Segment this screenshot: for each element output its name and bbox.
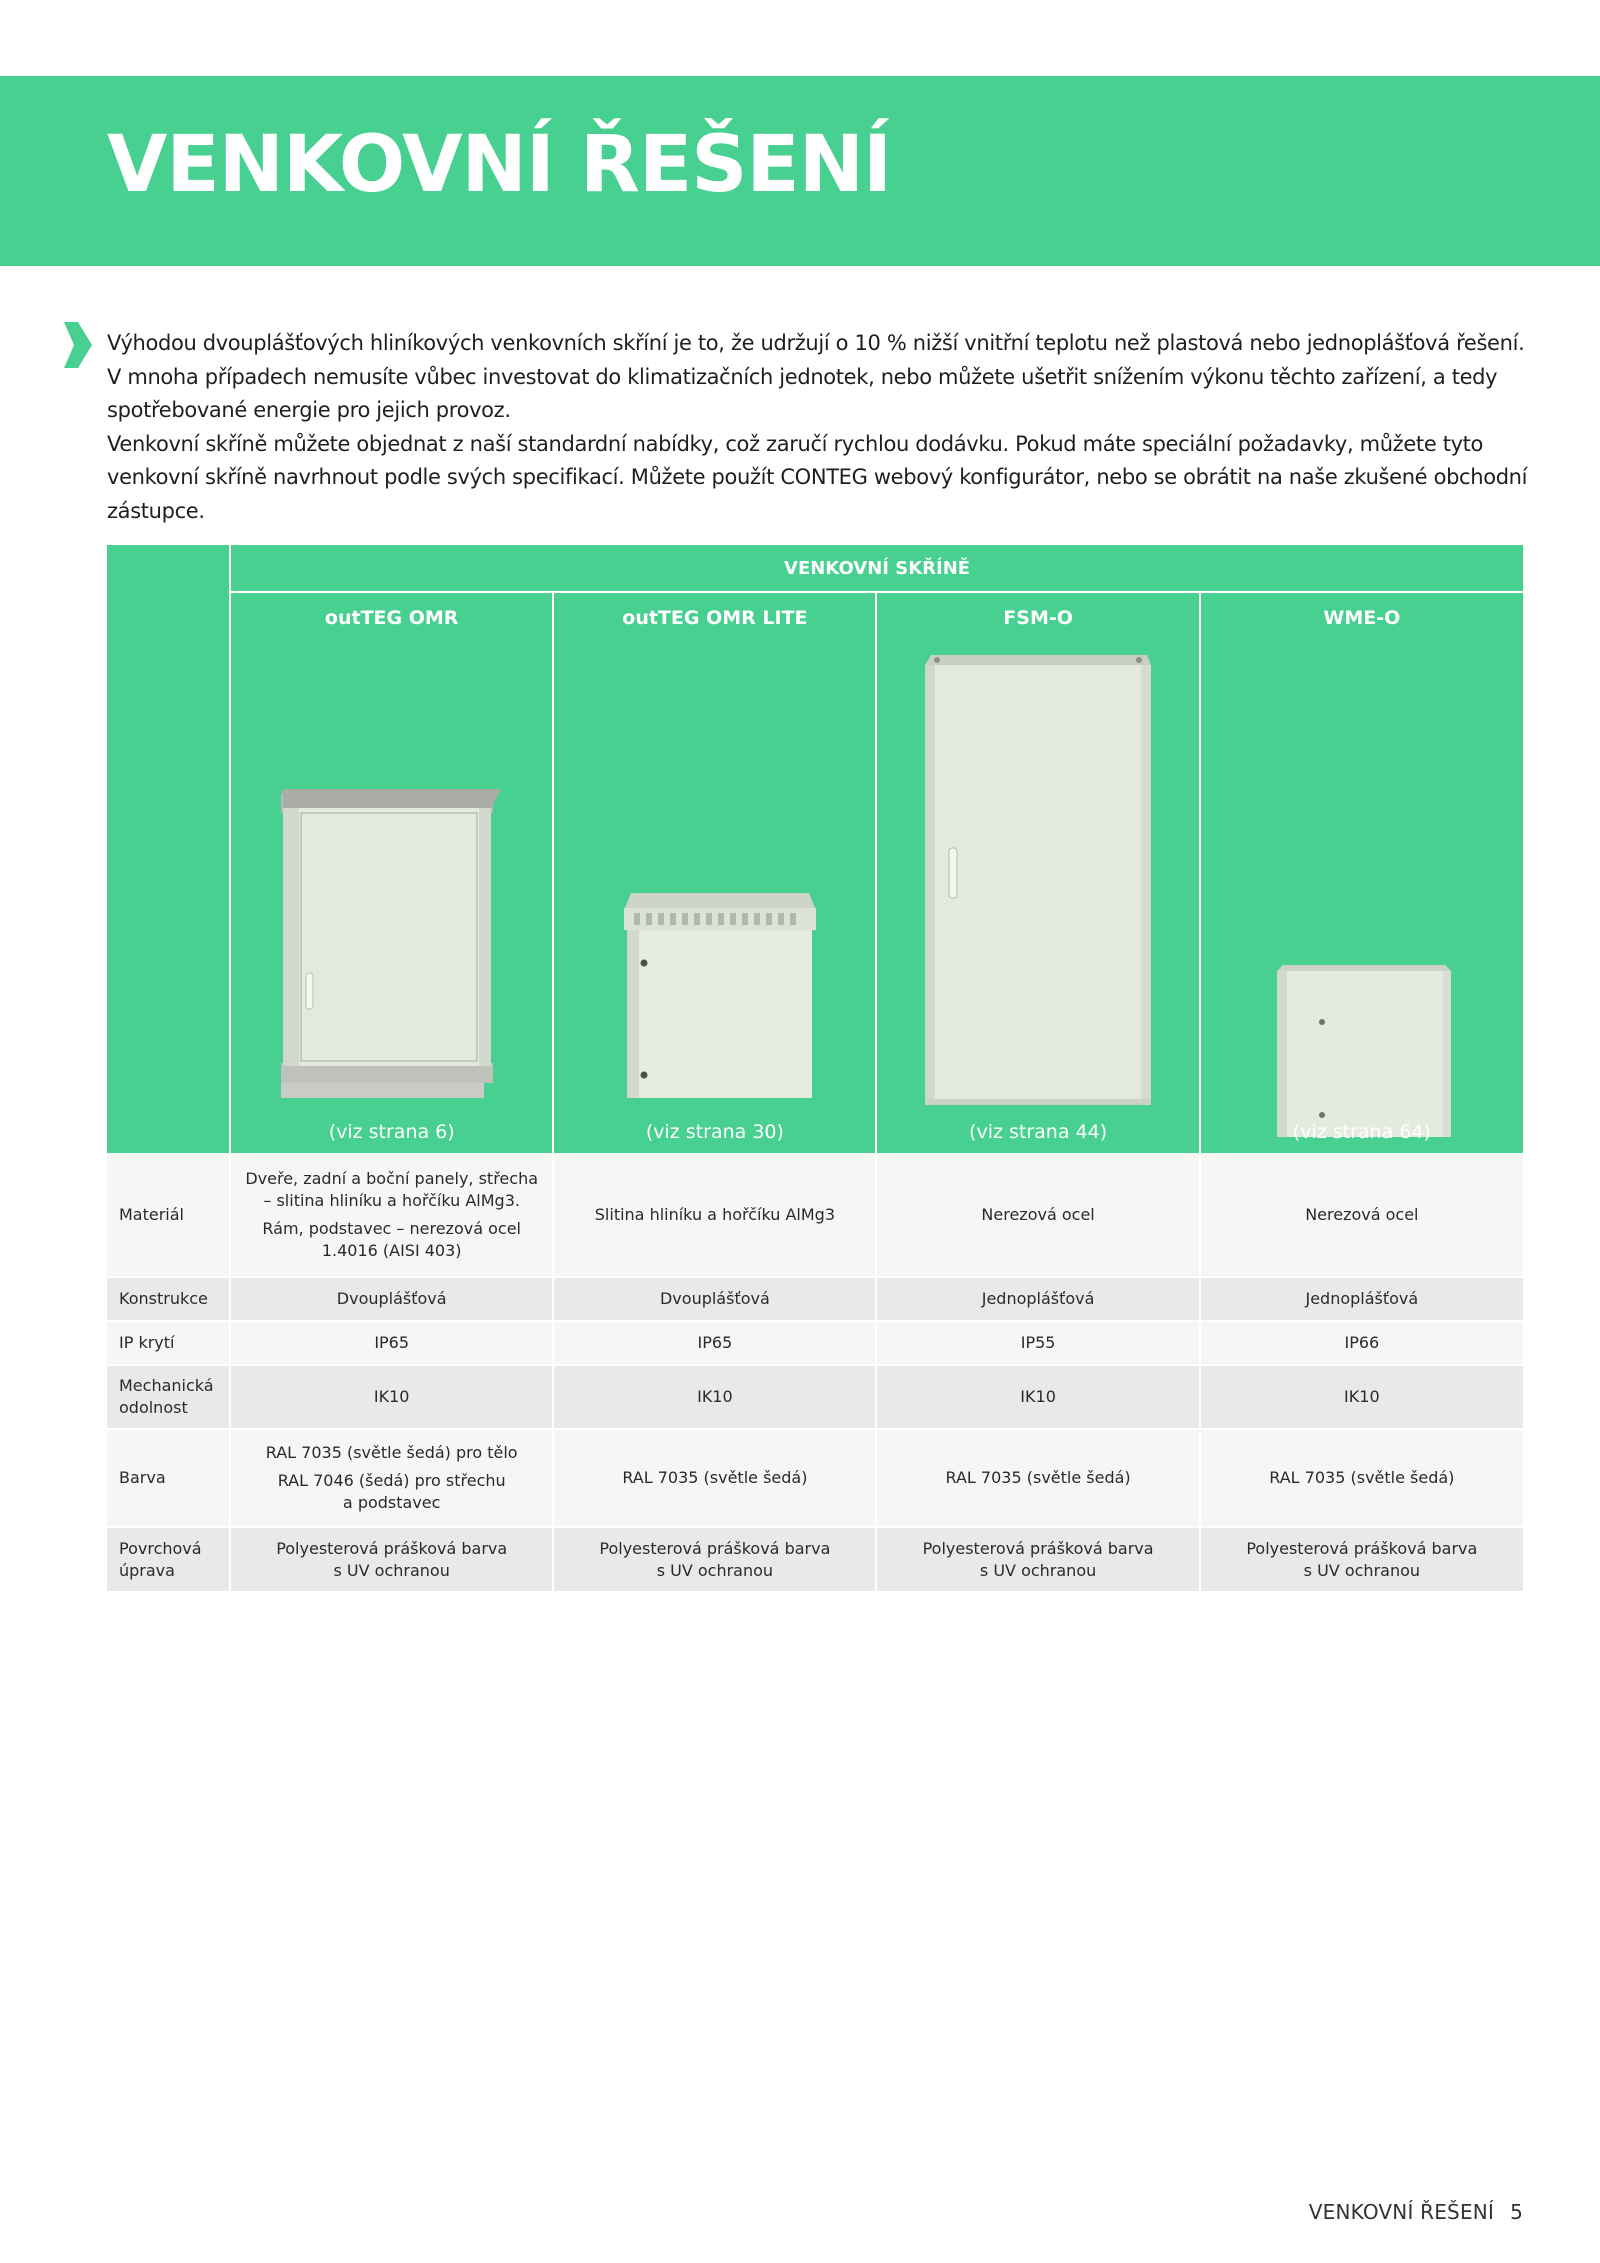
- table-cell: RAL 7035 (světle šedá): [553, 1429, 876, 1527]
- table-cell: IP66: [1200, 1321, 1523, 1365]
- product-page-ref: (viz strana 6): [328, 1121, 455, 1143]
- product-name: outTEG OMR LITE: [622, 607, 808, 629]
- product-page-ref: (viz strana 64): [1292, 1121, 1431, 1143]
- product-name: FSM-O: [1003, 607, 1073, 629]
- table-cell: IP55: [876, 1321, 1199, 1365]
- table-cell: Jednoplášťová: [1200, 1277, 1523, 1321]
- product-column-omr: [230, 592, 553, 1153]
- product-column-wme-o: [1200, 592, 1523, 1153]
- table-cell: IP65: [230, 1321, 553, 1365]
- table-corner: [107, 545, 230, 1153]
- row-label: Konstrukce: [107, 1277, 230, 1321]
- table-cell: RAL 7035 (světle šedá): [1200, 1429, 1523, 1527]
- product-column-fsm-o: [876, 592, 1199, 1153]
- table-cell: Polyesterová prášková barva s UV ochranou: [876, 1527, 1199, 1591]
- table-row-construction: [107, 1277, 1523, 1321]
- table-row-finish: [107, 1527, 1523, 1591]
- row-label: Mechanická odolnost: [107, 1365, 230, 1429]
- chevron-right-icon: [64, 322, 92, 368]
- table-cell: IK10: [1200, 1365, 1523, 1429]
- table-cell: IK10: [876, 1365, 1199, 1429]
- product-name: WME-O: [1323, 607, 1401, 629]
- table-cell: Slitina hliníku a hořčíku AlMg3: [553, 1153, 876, 1277]
- cell-line: RAL 7046 (šedá) pro střechu a podstavec: [277, 1471, 506, 1512]
- table-cell: IK10: [553, 1365, 876, 1429]
- page-title: VENKOVNÍ ŘEŠENÍ: [107, 120, 892, 210]
- cabinet-fsm-o-image: [877, 593, 1200, 1153]
- cabinet-omr-lite-image: [554, 593, 877, 1153]
- product-name: outTEG OMR: [324, 607, 459, 629]
- page-footer: [1309, 2200, 1523, 2224]
- table-cell: Jednoplášťová: [876, 1277, 1199, 1321]
- intro-paragraph: Výhodou dvouplášťových hliníkových venkovních skříní je to, že udržují o 10 % nižší vnitřní teplotu než plastová nebo jednoplášťová řešení. V mnoha případech nemusíte vůbec investovat do klimatizačních jednotek, nebo můžete ušetřit snížením výkonu těchto zařízení, a tedy spotřebované energie pro jejich provoz.: [107, 331, 1525, 422]
- table-row-material: [107, 1153, 1523, 1277]
- table-cell: Nerezová ocel: [876, 1153, 1199, 1277]
- table-cell: Dvouplášťová: [230, 1277, 553, 1321]
- table-cell: IK10: [230, 1365, 553, 1429]
- table-cell: Nerezová ocel: [1200, 1153, 1523, 1277]
- cabinet-wme-o-image: [1201, 593, 1524, 1153]
- row-label: Materiál: [107, 1153, 230, 1277]
- title-band: [0, 76, 1600, 266]
- table-row-ip: [107, 1321, 1523, 1365]
- cabinet-omr-image: [231, 593, 554, 1153]
- table-cell: IP65: [553, 1321, 876, 1365]
- product-page-ref: (viz strana 44): [969, 1121, 1108, 1143]
- footer-section: VENKOVNÍ ŘEŠENÍ: [1308, 2200, 1495, 2224]
- product-page-ref: (viz strana 30): [645, 1121, 784, 1143]
- cell-line: Rám, podstavec – nerezová ocel 1.4016 (AISI 403): [262, 1218, 521, 1260]
- comparison-table: [107, 545, 1523, 1591]
- row-label: Barva: [107, 1429, 230, 1527]
- table-cell: [230, 1429, 553, 1527]
- cell-line: Dveře, zadní a boční panely, střecha – slitina hliníku a hořčíku AlMg3.: [245, 1168, 539, 1210]
- table-cell: [230, 1153, 553, 1277]
- table-cell: Polyesterová prášková barva s UV ochranou: [1200, 1527, 1523, 1591]
- table-row-color: [107, 1429, 1523, 1527]
- row-label: IP krytí: [107, 1321, 230, 1365]
- intro-paragraph: Venkovní skříně můžete objednat z naší standardní nabídky, což zaručí rychlou dodávku. Pokud máte speciální požadavky, můžete tyto venkovní skříně navrhnout podle svých specifikací. Můžete použít CONTEG webový konfigurátor, nebo se obrátit na naše zkušené obchodní zástupce.: [107, 431, 1528, 523]
- product-column-omr-lite: [553, 592, 876, 1153]
- row-label: Povrchová úprava: [107, 1527, 230, 1591]
- table-cell: Polyesterová prášková barva s UV ochranou: [230, 1527, 553, 1591]
- table-group-header: VENKOVNÍ SKŘÍNĚ: [230, 545, 1523, 592]
- table-cell: Polyesterová prášková barva s UV ochranou: [553, 1527, 876, 1591]
- table-row-mechanical: [107, 1365, 1523, 1429]
- intro-text: [107, 327, 1537, 528]
- cell-line: RAL 7035 (světle šedá) pro tělo: [265, 1443, 518, 1462]
- table-cell: RAL 7035 (světle šedá): [876, 1429, 1199, 1527]
- page-number: 5: [1510, 2200, 1523, 2224]
- table-cell: Dvouplášťová: [553, 1277, 876, 1321]
